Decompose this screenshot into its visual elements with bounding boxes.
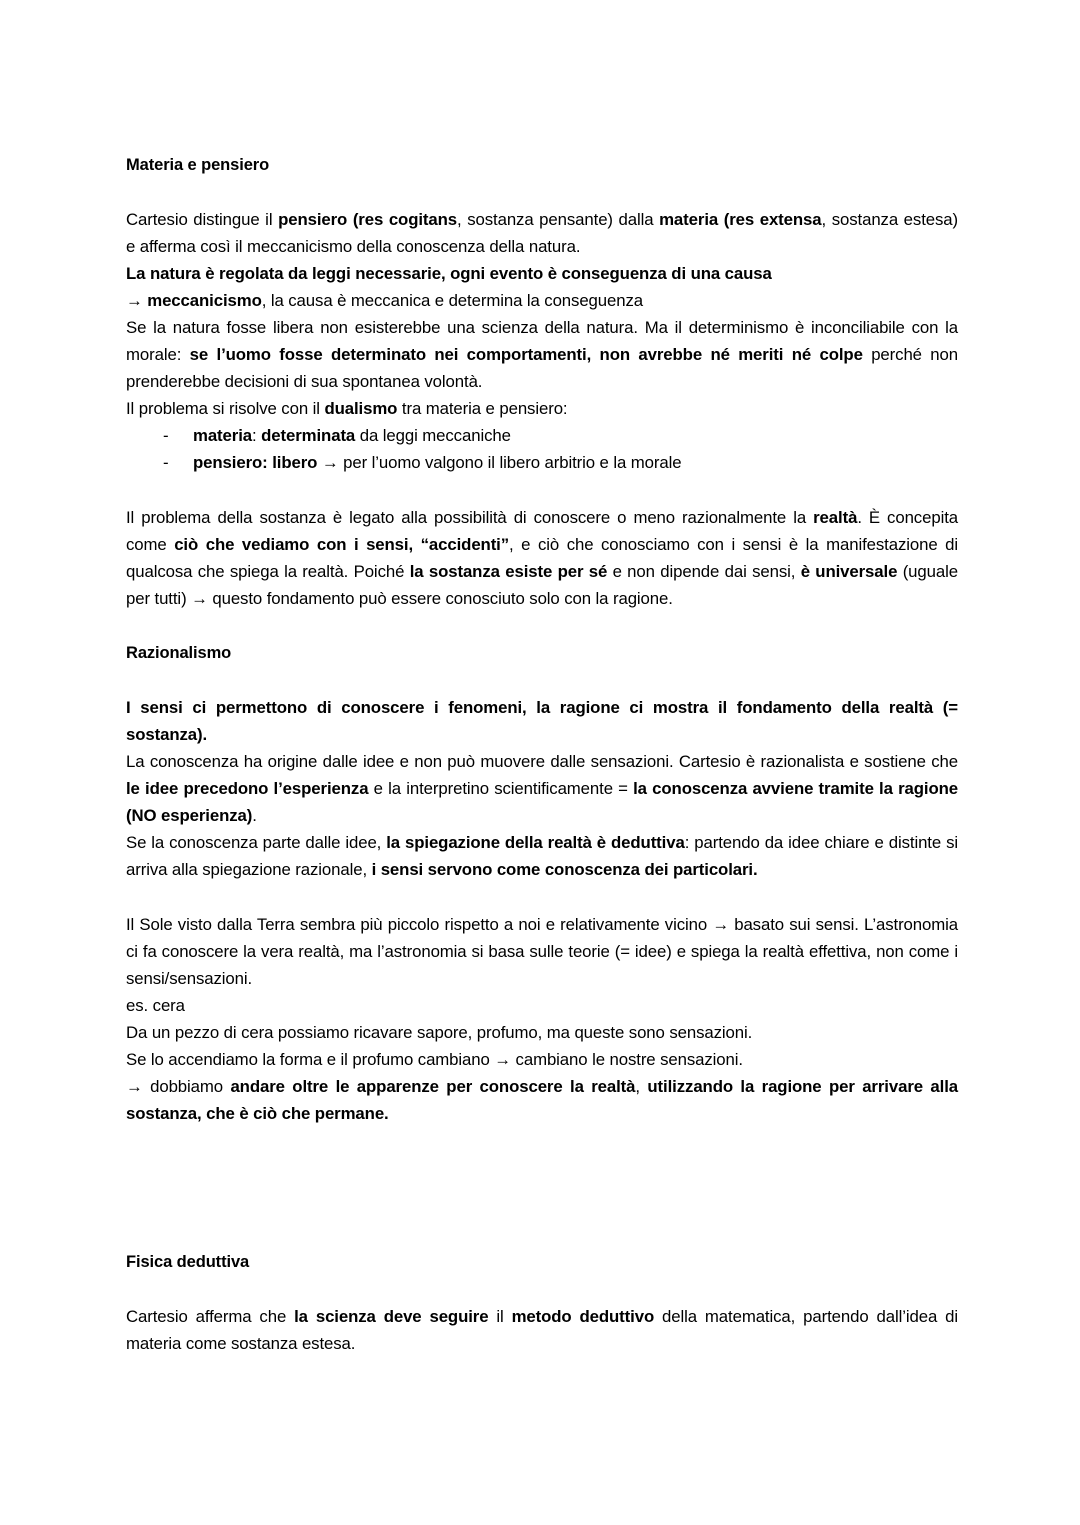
- section-heading-materia-e-pensiero: Materia e pensiero: [126, 156, 270, 174]
- text-run: Se la conoscenza parte dalle idee,: [126, 833, 387, 852]
- list-item: [126, 449, 958, 476]
- text-run-bold: le idee precedono l’esperienza: [126, 779, 369, 798]
- text-run: , sostanza pensante) dalla: [457, 210, 660, 229]
- text-run: .: [252, 806, 257, 825]
- paragraph-pezzo-di-cera: Da un pezzo di cera possiamo ricavare sapore, profumo, ma queste sono sensazioni.: [126, 1023, 753, 1042]
- text-run: La conoscenza ha origine dalle idee e non può muovere dalle sensazioni. Cartesio è razionalista e sostiene che: [126, 752, 958, 771]
- paragraph-cartesio-distingue: [126, 206, 958, 260]
- text-run-bold: la spiegazione della realtà è deduttiva: [386, 833, 685, 852]
- text-run: e la interpretino scientificamente =: [368, 779, 634, 798]
- text-run-bold: I sensi ci permettono di conoscere i fenomeni, la ragione ci mostra il fondamento della realtà (= sostanza).: [126, 698, 958, 744]
- text-run: da leggi meccaniche: [355, 426, 511, 445]
- section-heading-razionalismo: Razionalismo: [126, 644, 232, 662]
- text-run-bold: i sensi servono come conoscenza dei particolari.: [371, 860, 758, 879]
- text-run: perché non prenderebbe decisioni di sua spontanea volontà.: [126, 345, 958, 391]
- text-run: , la causa è meccanica e determina la conseguenza: [261, 291, 644, 310]
- text-run: , sostanza estesa) e afferma così il meccanicismo della conoscenza della natura.: [126, 210, 959, 256]
- text-run: : partendo da idee chiare e distinte si arriva alla spiegazione razionale,: [126, 833, 959, 879]
- text-run-bold: realtà: [813, 508, 858, 527]
- paragraph-il-problema-dualismo: [126, 395, 958, 422]
- spacer: [126, 1276, 958, 1303]
- text-run: della matematica, partendo dall’idea di materia come sostanza estesa.: [126, 1307, 958, 1353]
- text-run: → per l’uomo valgono il libero arbitrio e la morale: [317, 453, 682, 472]
- arrow-glyph: →: [126, 291, 148, 310]
- text-run: :: [252, 426, 262, 445]
- text-run: Cartesio distingue il: [126, 210, 279, 229]
- spacer-large: [126, 1127, 958, 1249]
- paragraph-meccanicismo: [126, 287, 958, 314]
- spacer: [126, 883, 958, 911]
- paragraph-se-la-natura-fosse-libera: [126, 314, 958, 395]
- paragraph-sensi-fenomeni: [126, 694, 958, 748]
- bullet-list-dualismo: [126, 422, 958, 476]
- text-run-bold: ciò che vediamo con i sensi, “accidenti”: [174, 535, 510, 554]
- paragraph-es-cera: es. cera: [126, 996, 185, 1015]
- spacer: [126, 667, 958, 694]
- text-run: (uguale per tutti) → questo fondamento può essere conosciuto solo con la ragione.: [126, 562, 958, 608]
- text-run-bold: pensiero (res cogitans: [278, 210, 458, 229]
- text-run: Se la natura fosse libera non esisterebbe una scienza della natura. Ma il determinismo è inconciliabile con la morale:: [126, 318, 958, 364]
- bullet-marker: -: [163, 453, 169, 472]
- spacer: [126, 179, 958, 206]
- text-run-bold: materia (res extensa: [659, 210, 822, 229]
- section-heading-fisica-deduttiva: Fisica deduttiva: [126, 1253, 250, 1271]
- text-run-bold: materia: [193, 426, 253, 445]
- text-run: Cartesio afferma che: [126, 1307, 295, 1326]
- text-run: → dobbiamo: [126, 1077, 231, 1096]
- text-run: Il problema della sostanza è legato alla possibilità di conoscere o meno razionalmente la: [126, 508, 814, 527]
- text-run-bold: la scienza deve seguire: [294, 1307, 489, 1326]
- text-run: , e ciò che conosciamo con i sensi è la manifestazione di qualcosa che spiega la realtà. Poiché: [126, 535, 958, 581]
- paragraph-conoscenza-origine-idee: [126, 748, 958, 829]
- paragraph-metodo-deduttivo: [126, 1303, 958, 1357]
- text-run-bold: la conoscenza avviene tramite la ragione (NO esperienza): [126, 779, 958, 825]
- text-run-bold: andare oltre le apparenze per conoscere la realtà: [230, 1077, 636, 1096]
- text-run-bold: se l’uomo fosse determinato nei comportamenti, non avrebbe né meriti né colpe: [189, 345, 863, 364]
- spacer: [126, 476, 958, 504]
- text-run: Il problema si risolve con il: [126, 399, 325, 418]
- document-content: [126, 152, 958, 1357]
- text-run: . È concepita come: [126, 508, 958, 554]
- text-run: ,: [635, 1077, 648, 1096]
- text-run: tra materia e pensiero:: [397, 399, 568, 418]
- text-run-bold: La natura è regolata da leggi necessarie, ogni evento è conseguenza di una causa: [126, 264, 772, 283]
- bullet-marker: -: [163, 426, 169, 445]
- list-item: [126, 422, 958, 449]
- paragraph-la-natura-regolata: [126, 260, 958, 287]
- text-run-bold: pensiero: libero: [193, 453, 318, 472]
- text-run-bold: utilizzando la ragione per arrivare alla sostanza, che è ciò che permane.: [126, 1077, 958, 1123]
- text-run-bold: meccanicismo: [147, 291, 262, 310]
- text-run: e non dipende dai sensi,: [607, 562, 801, 581]
- spacer: [126, 612, 958, 640]
- text-run-bold: determinata: [261, 426, 356, 445]
- text-run-bold: metodo deduttivo: [511, 1307, 655, 1326]
- paragraph-accendiamo-cera: Se lo accendiamo la forma e il profumo cambiano → cambiano le nostre sensazioni.: [126, 1050, 743, 1069]
- paragraph-sole-terra-astronomia: Il Sole visto dalla Terra sembra più piccolo rispetto a noi e relativamente vicino → basato sui sensi. L’astronomia ci fa conoscere la vera realtà, ma l’astronomia si basa sulle teorie (= idee) e spiega la realtà effettiva, non come i sensi/sensazioni.: [126, 915, 958, 988]
- text-run-bold: dualismo: [324, 399, 398, 418]
- text-run-bold: la sostanza esiste per sé: [409, 562, 608, 581]
- text-run: il: [488, 1307, 512, 1326]
- paragraph-andare-oltre-apparenze: [126, 1073, 958, 1127]
- text-run-bold: è universale: [800, 562, 898, 581]
- paragraph-problema-della-sostanza: [126, 504, 958, 612]
- paragraph-spiegazione-deduttiva: [126, 829, 958, 883]
